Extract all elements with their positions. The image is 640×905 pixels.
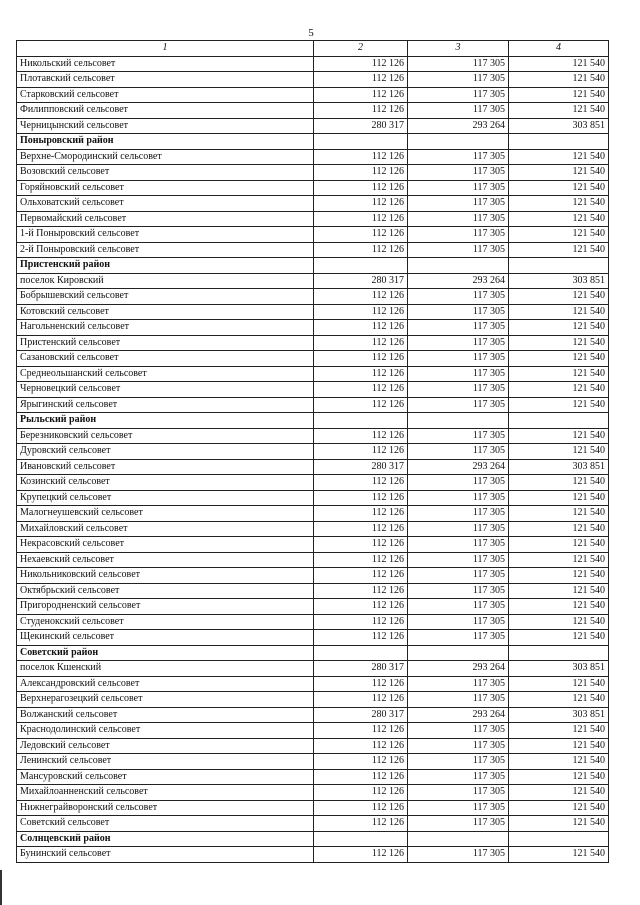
table-row	[17, 568, 609, 584]
council-name: Волжанский сельсовет	[17, 707, 314, 723]
value-col-3: 117 305	[408, 537, 509, 553]
value-col-3: 293 264	[408, 661, 509, 677]
value-col-4: 121 540	[509, 211, 609, 227]
value-col-2: 112 126	[314, 56, 408, 72]
table-row	[17, 165, 609, 181]
page-number: 5	[308, 27, 314, 39]
value-col-3: 117 305	[408, 599, 509, 615]
value-col-2: 280 317	[314, 661, 408, 677]
value-col-2: 112 126	[314, 537, 408, 553]
value-col-3: 117 305	[408, 816, 509, 832]
value-col-3: 117 305	[408, 242, 509, 258]
council-name: Нехаевский сельсовет	[17, 552, 314, 568]
value-col-2: 112 126	[314, 583, 408, 599]
table-row	[17, 397, 609, 413]
council-name: Студенокский сельсовет	[17, 614, 314, 630]
value-col-4: 121 540	[509, 490, 609, 506]
value-col-3	[408, 645, 509, 661]
district-name: Поныровский район	[17, 134, 314, 150]
value-col-3	[408, 258, 509, 274]
value-col-4: 121 540	[509, 196, 609, 212]
value-col-2: 112 126	[314, 351, 408, 367]
value-col-4: 121 540	[509, 614, 609, 630]
value-col-4: 121 540	[509, 320, 609, 336]
council-name: Березниковский сельсовет	[17, 428, 314, 444]
value-col-3: 117 305	[408, 320, 509, 336]
value-col-4: 121 540	[509, 351, 609, 367]
value-col-3	[408, 831, 509, 847]
value-col-3: 117 305	[408, 165, 509, 181]
scan-edge-mark	[0, 870, 2, 905]
value-col-2: 112 126	[314, 165, 408, 181]
value-col-4: 303 851	[509, 661, 609, 677]
value-col-3: 117 305	[408, 304, 509, 320]
value-col-4: 121 540	[509, 428, 609, 444]
table-row	[17, 583, 609, 599]
value-col-3: 117 305	[408, 754, 509, 770]
council-name: Ленинский сельсовет	[17, 754, 314, 770]
value-col-3: 117 305	[408, 180, 509, 196]
value-col-2	[314, 258, 408, 274]
value-col-4	[509, 258, 609, 274]
council-name: Крупецкий сельсовет	[17, 490, 314, 506]
council-name: Котовский сельсовет	[17, 304, 314, 320]
value-col-4: 121 540	[509, 506, 609, 522]
section-row	[17, 134, 609, 150]
value-col-4: 121 540	[509, 552, 609, 568]
value-col-4: 303 851	[509, 707, 609, 723]
value-col-3: 117 305	[408, 211, 509, 227]
section-row	[17, 258, 609, 274]
table-row	[17, 661, 609, 677]
table-row	[17, 816, 609, 832]
council-name: Щекинский сельсовет	[17, 630, 314, 646]
council-name: Александровский сельсовет	[17, 676, 314, 692]
council-name: Некрасовский сельсовет	[17, 537, 314, 553]
value-col-4	[509, 831, 609, 847]
council-name: Никольский сельсовет	[17, 56, 314, 72]
value-col-3: 117 305	[408, 630, 509, 646]
table-row	[17, 320, 609, 336]
council-name: Бунинский сельсовет	[17, 847, 314, 863]
council-name: Черновецкий сельсовет	[17, 382, 314, 398]
value-col-4: 121 540	[509, 537, 609, 553]
table-row	[17, 723, 609, 739]
value-col-4: 121 540	[509, 444, 609, 460]
table-row	[17, 490, 609, 506]
council-name: Филипповский сельсовет	[17, 103, 314, 119]
column-header: 3	[408, 41, 509, 57]
value-col-2	[314, 645, 408, 661]
table-row	[17, 444, 609, 460]
value-col-3: 117 305	[408, 103, 509, 119]
value-col-3: 117 305	[408, 785, 509, 801]
value-col-4: 121 540	[509, 397, 609, 413]
value-col-2: 112 126	[314, 847, 408, 863]
value-col-2: 112 126	[314, 630, 408, 646]
table-row	[17, 475, 609, 491]
value-col-4	[509, 134, 609, 150]
value-col-2: 112 126	[314, 397, 408, 413]
value-col-4: 121 540	[509, 149, 609, 165]
council-name: Михайлоанненский сельсовет	[17, 785, 314, 801]
value-col-2: 280 317	[314, 459, 408, 475]
council-name: Плотавский сельсовет	[17, 72, 314, 88]
table-body	[17, 56, 609, 862]
value-col-3: 117 305	[408, 428, 509, 444]
value-col-3: 117 305	[408, 196, 509, 212]
value-col-3: 293 264	[408, 273, 509, 289]
council-name: Мансуровский сельсовет	[17, 769, 314, 785]
council-name: Ивановский сельсовет	[17, 459, 314, 475]
value-col-2: 112 126	[314, 785, 408, 801]
district-name: Солнцевский район	[17, 831, 314, 847]
table-row	[17, 785, 609, 801]
value-col-2: 112 126	[314, 490, 408, 506]
value-col-3: 117 305	[408, 490, 509, 506]
value-col-3: 117 305	[408, 444, 509, 460]
council-name: Малогнеушевский сельсовет	[17, 506, 314, 522]
value-col-2: 112 126	[314, 599, 408, 615]
table-row	[17, 459, 609, 475]
value-col-2: 112 126	[314, 180, 408, 196]
section-row	[17, 831, 609, 847]
value-col-4: 121 540	[509, 583, 609, 599]
table-row	[17, 56, 609, 72]
value-col-4	[509, 413, 609, 429]
value-col-3: 117 305	[408, 676, 509, 692]
subsidy-table	[16, 40, 609, 863]
table-row	[17, 304, 609, 320]
value-col-3: 117 305	[408, 583, 509, 599]
value-col-3: 117 305	[408, 800, 509, 816]
value-col-4: 121 540	[509, 72, 609, 88]
section-row	[17, 413, 609, 429]
value-col-4: 121 540	[509, 769, 609, 785]
column-header: 2	[314, 41, 408, 57]
council-name: Первомайский сельсовет	[17, 211, 314, 227]
value-col-4: 121 540	[509, 87, 609, 103]
value-col-4: 121 540	[509, 816, 609, 832]
council-name: Советский сельсовет	[17, 816, 314, 832]
value-col-4: 121 540	[509, 723, 609, 739]
council-name: Михайловский сельсовет	[17, 521, 314, 537]
value-col-3: 117 305	[408, 614, 509, 630]
council-name: Козинский сельсовет	[17, 475, 314, 491]
table-row	[17, 428, 609, 444]
value-col-4	[509, 645, 609, 661]
value-col-2: 112 126	[314, 676, 408, 692]
council-name: Дуровский сельсовет	[17, 444, 314, 460]
value-col-2: 112 126	[314, 444, 408, 460]
council-name: 2-й Поныровский сельсовет	[17, 242, 314, 258]
table-row	[17, 707, 609, 723]
value-col-4: 303 851	[509, 459, 609, 475]
value-col-4: 121 540	[509, 738, 609, 754]
district-name: Пристенский район	[17, 258, 314, 274]
council-name: Нагольненский сельсовет	[17, 320, 314, 336]
value-col-4: 121 540	[509, 289, 609, 305]
value-col-4: 121 540	[509, 165, 609, 181]
value-col-3: 293 264	[408, 707, 509, 723]
value-col-4: 121 540	[509, 180, 609, 196]
section-row	[17, 645, 609, 661]
value-col-3: 117 305	[408, 366, 509, 382]
table-row	[17, 676, 609, 692]
value-col-4: 121 540	[509, 304, 609, 320]
council-name: Пригородненский сельсовет	[17, 599, 314, 615]
council-name: Черницынский сельсовет	[17, 118, 314, 134]
council-name: Октябрьский сельсовет	[17, 583, 314, 599]
value-col-2: 112 126	[314, 366, 408, 382]
value-col-2: 112 126	[314, 552, 408, 568]
value-col-2: 112 126	[314, 72, 408, 88]
table-row	[17, 738, 609, 754]
value-col-3: 117 305	[408, 56, 509, 72]
value-col-2: 112 126	[314, 506, 408, 522]
value-col-2: 112 126	[314, 692, 408, 708]
council-name: Верхне-Смородинский сельсовет	[17, 149, 314, 165]
value-col-4: 121 540	[509, 800, 609, 816]
council-name: поселок Кшенский	[17, 661, 314, 677]
value-col-4: 121 540	[509, 103, 609, 119]
value-col-2: 112 126	[314, 521, 408, 537]
table-row	[17, 273, 609, 289]
value-col-2: 112 126	[314, 87, 408, 103]
value-col-2: 112 126	[314, 614, 408, 630]
value-col-2	[314, 134, 408, 150]
value-col-3: 293 264	[408, 459, 509, 475]
table-row	[17, 537, 609, 553]
council-name: Краснодолинский сельсовет	[17, 723, 314, 739]
table-row	[17, 692, 609, 708]
table-row	[17, 180, 609, 196]
value-col-4: 121 540	[509, 335, 609, 351]
value-col-2	[314, 413, 408, 429]
council-name: Возовский сельсовет	[17, 165, 314, 181]
value-col-2: 112 126	[314, 289, 408, 305]
value-col-2: 112 126	[314, 103, 408, 119]
value-col-3: 117 305	[408, 397, 509, 413]
value-col-2: 112 126	[314, 382, 408, 398]
value-col-4: 121 540	[509, 475, 609, 491]
table-row	[17, 103, 609, 119]
value-col-3: 117 305	[408, 87, 509, 103]
value-col-3: 117 305	[408, 521, 509, 537]
district-name: Советский район	[17, 645, 314, 661]
council-name: Никольниковский сельсовет	[17, 568, 314, 584]
council-name: Сазановский сельсовет	[17, 351, 314, 367]
council-name: Ярыгинский сельсовет	[17, 397, 314, 413]
value-col-3: 117 305	[408, 475, 509, 491]
value-col-4: 121 540	[509, 847, 609, 863]
council-name: Бобрышевский сельсовет	[17, 289, 314, 305]
table-row	[17, 227, 609, 243]
table-row	[17, 630, 609, 646]
value-col-3: 117 305	[408, 769, 509, 785]
value-col-2: 112 126	[314, 816, 408, 832]
value-col-3: 117 305	[408, 72, 509, 88]
value-col-4: 121 540	[509, 630, 609, 646]
value-col-3: 117 305	[408, 568, 509, 584]
value-col-2: 280 317	[314, 118, 408, 134]
council-name: Горяйновский сельсовет	[17, 180, 314, 196]
value-col-4: 303 851	[509, 273, 609, 289]
council-name: поселок Кировский	[17, 273, 314, 289]
value-col-2: 112 126	[314, 227, 408, 243]
value-col-2: 280 317	[314, 273, 408, 289]
table-row	[17, 242, 609, 258]
value-col-2: 112 126	[314, 738, 408, 754]
value-col-2: 112 126	[314, 149, 408, 165]
table-row	[17, 72, 609, 88]
table-row	[17, 149, 609, 165]
value-col-2: 112 126	[314, 428, 408, 444]
council-name: Нижнеграйворонский сельсовет	[17, 800, 314, 816]
table-row	[17, 351, 609, 367]
value-col-4: 121 540	[509, 227, 609, 243]
table-row	[17, 552, 609, 568]
council-name: Верхнерагозецкий сельсовет	[17, 692, 314, 708]
table-row	[17, 335, 609, 351]
value-col-4: 121 540	[509, 568, 609, 584]
value-col-3: 293 264	[408, 118, 509, 134]
council-name: Пристенский сельсовет	[17, 335, 314, 351]
table-row	[17, 754, 609, 770]
council-name: Ольховатский сельсовет	[17, 196, 314, 212]
district-name: Рыльский район	[17, 413, 314, 429]
value-col-2	[314, 831, 408, 847]
column-header: 1	[17, 41, 314, 57]
value-col-3: 117 305	[408, 149, 509, 165]
value-col-4: 121 540	[509, 785, 609, 801]
value-col-2: 280 317	[314, 707, 408, 723]
council-name: Старковский сельсовет	[17, 87, 314, 103]
value-col-4: 121 540	[509, 676, 609, 692]
value-col-4: 121 540	[509, 56, 609, 72]
value-col-3: 117 305	[408, 847, 509, 863]
council-name: 1-й Поныровский сельсовет	[17, 227, 314, 243]
value-col-2: 112 126	[314, 211, 408, 227]
value-col-4: 121 540	[509, 692, 609, 708]
value-col-3: 117 305	[408, 723, 509, 739]
value-col-2: 112 126	[314, 769, 408, 785]
column-header: 4	[509, 41, 609, 57]
value-col-3: 117 305	[408, 289, 509, 305]
table-row	[17, 521, 609, 537]
value-col-3: 117 305	[408, 738, 509, 754]
value-col-4: 121 540	[509, 382, 609, 398]
value-col-3: 117 305	[408, 506, 509, 522]
table-row	[17, 614, 609, 630]
value-col-3: 117 305	[408, 227, 509, 243]
table-row	[17, 800, 609, 816]
value-col-2: 112 126	[314, 800, 408, 816]
value-col-3: 117 305	[408, 382, 509, 398]
table-row	[17, 599, 609, 615]
table-row	[17, 196, 609, 212]
table-row	[17, 366, 609, 382]
value-col-2: 112 126	[314, 196, 408, 212]
table-row	[17, 769, 609, 785]
table-row	[17, 382, 609, 398]
value-col-2: 112 126	[314, 754, 408, 770]
value-col-2: 112 126	[314, 475, 408, 491]
value-col-2: 112 126	[314, 304, 408, 320]
value-col-2: 112 126	[314, 335, 408, 351]
value-col-3: 117 305	[408, 692, 509, 708]
value-col-4: 303 851	[509, 118, 609, 134]
value-col-2: 112 126	[314, 320, 408, 336]
table-row	[17, 87, 609, 103]
table-row	[17, 506, 609, 522]
value-col-4: 121 540	[509, 366, 609, 382]
council-name: Ледовский сельсовет	[17, 738, 314, 754]
value-col-3: 117 305	[408, 552, 509, 568]
value-col-3	[408, 134, 509, 150]
value-col-4: 121 540	[509, 242, 609, 258]
council-name: Среднеольшанский сельсовет	[17, 366, 314, 382]
value-col-2: 112 126	[314, 568, 408, 584]
value-col-4: 121 540	[509, 754, 609, 770]
table-row	[17, 847, 609, 863]
value-col-2: 112 126	[314, 242, 408, 258]
value-col-3	[408, 413, 509, 429]
value-col-4: 121 540	[509, 599, 609, 615]
table-row	[17, 118, 609, 134]
table-row	[17, 289, 609, 305]
table-header-row	[17, 41, 609, 57]
value-col-2: 112 126	[314, 723, 408, 739]
table-row	[17, 211, 609, 227]
value-col-4: 121 540	[509, 521, 609, 537]
value-col-3: 117 305	[408, 351, 509, 367]
value-col-3: 117 305	[408, 335, 509, 351]
